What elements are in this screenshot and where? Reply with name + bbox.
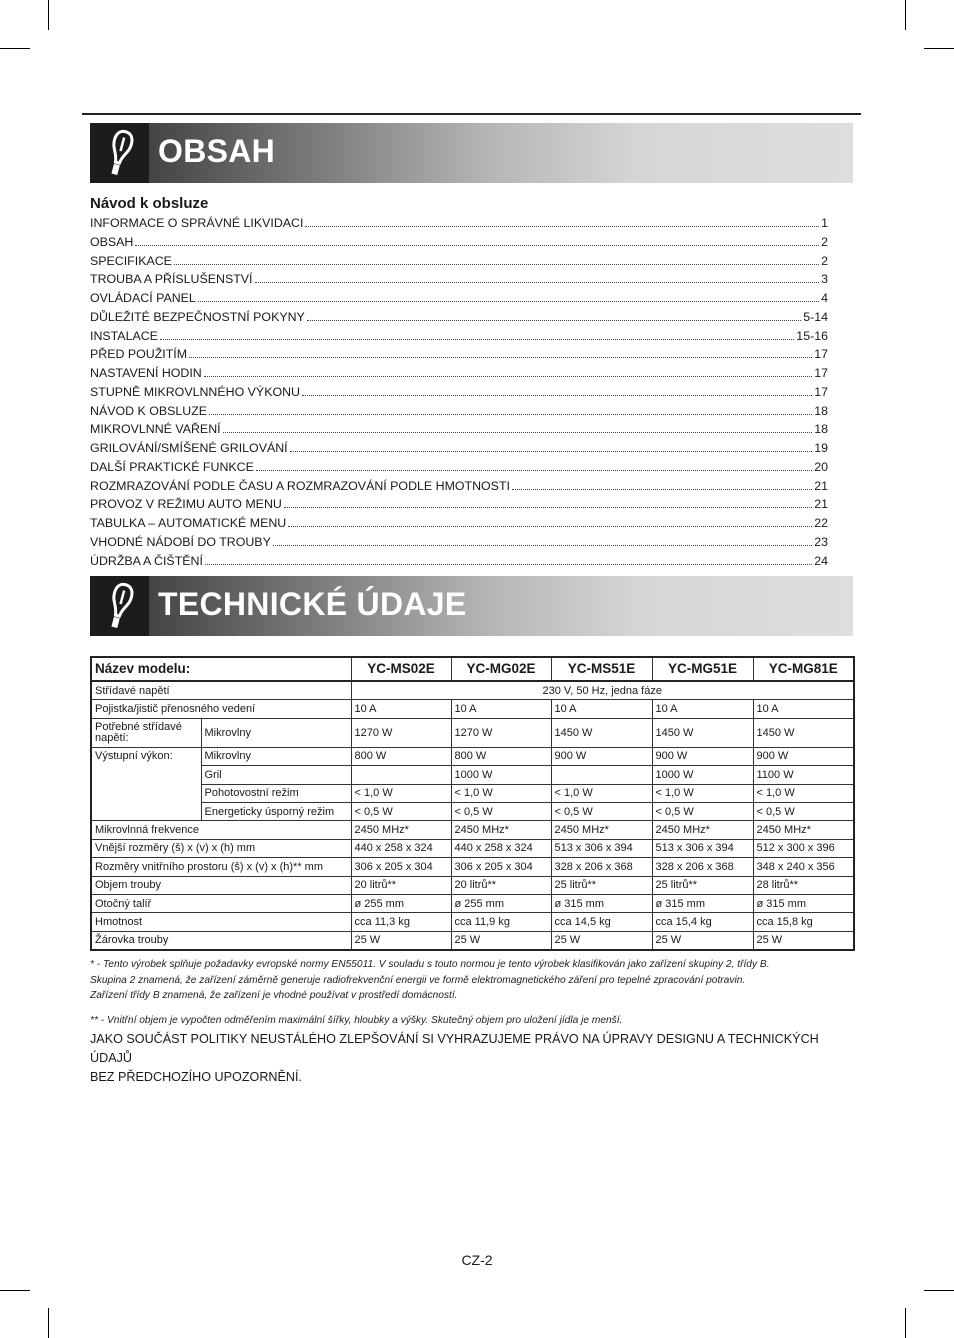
cell-value: 1270 W — [451, 718, 551, 747]
toc-leader-dots — [288, 526, 812, 527]
toc-item — [90, 235, 828, 254]
cell-value: ø 315 mm — [652, 894, 753, 912]
row-sublabel: Pohotovostní režim — [201, 784, 351, 802]
table-row — [91, 718, 854, 747]
info-icon — [90, 576, 149, 636]
table-row — [91, 766, 854, 784]
cell-value: 1100 W — [753, 766, 854, 784]
footnote-line: Zařízení třídy B znamená, že zařízení je vhodné používat v prostředí domácností. — [90, 990, 458, 1001]
row-label: Potřebné střídavé napětí: — [91, 718, 201, 747]
row-sublabel: Energeticky úsporný režim — [201, 802, 351, 820]
table-row — [91, 784, 854, 802]
crop-mark — [924, 1290, 954, 1291]
toc-leader-dots — [198, 301, 819, 302]
crop-mark — [48, 0, 49, 30]
cell-value: 2450 MHz* — [753, 821, 854, 839]
toc-leader-dots — [284, 507, 812, 508]
model-label: Název modelu: — [91, 657, 351, 681]
toc-item — [90, 404, 828, 423]
toc-item-page: 2 — [821, 234, 828, 249]
toc-item — [90, 329, 828, 348]
toc-item-page: 1 — [821, 216, 828, 230]
toc-item-page: 17 — [814, 347, 828, 362]
toc-heading: Návod k obsluze — [90, 195, 209, 212]
cell-value: 10 A — [551, 700, 652, 718]
toc-item — [90, 291, 828, 310]
spec-rows — [91, 821, 854, 950]
cell-value: 2450 MHz* — [451, 821, 551, 839]
row-label: Objem trouby — [91, 876, 351, 894]
cell-value: < 0,5 W — [451, 802, 551, 820]
cell-value — [551, 766, 652, 784]
contents-title: OBSAH — [158, 133, 276, 169]
toc-item-label: VHODNÉ NÁDOBÍ DO TROUBY — [90, 534, 271, 549]
cell-value: 20 litrů** — [351, 876, 451, 894]
toc-item — [90, 216, 828, 235]
toc-leader-dots — [307, 320, 801, 321]
toc-item — [90, 479, 828, 498]
row-label: Rozměry vnitřního prostoru (š) x (v) x (h)** mm — [91, 858, 351, 876]
toc-leader-dots — [174, 264, 819, 265]
cell-value: < 1,0 W — [551, 784, 652, 802]
row-label: Mikrovlnná frekvence — [91, 821, 351, 839]
cell-value: cca 11,9 kg — [451, 913, 551, 931]
cell-value: 1450 W — [551, 718, 652, 747]
cell-value: cca 11,3 kg — [351, 913, 451, 931]
cell-value: 900 W — [652, 747, 753, 765]
cell-value: ø 315 mm — [551, 894, 652, 912]
toc-leader-dots — [305, 226, 819, 227]
footnote-2 — [90, 1013, 850, 1029]
toc-leader-dots — [302, 395, 812, 396]
toc-leader-dots — [189, 357, 812, 358]
toc-item-page: 18 — [814, 403, 828, 418]
toc-item-label: PROVOZ V REŽIMU AUTO MENU — [90, 497, 282, 512]
toc-item-label: OVLÁDACÍ PANEL — [90, 291, 196, 305]
cell-value: 306 x 205 x 304 — [351, 858, 451, 876]
cell-value: 1000 W — [451, 766, 551, 784]
cell-value — [351, 766, 451, 784]
specs-title: TECHNICKÉ ÚDAJE — [158, 586, 467, 622]
toc-item-page: 5-14 — [803, 309, 828, 324]
cell-value: < 1,0 W — [652, 784, 753, 802]
cell-value: 10 A — [451, 700, 551, 718]
notice-line: BEZ PŘEDCHOZÍHO UPOZORNĚNÍ. — [90, 1070, 303, 1084]
row-label: Hmotnost — [91, 913, 351, 931]
cell-value: 900 W — [551, 747, 652, 765]
table-header-row — [91, 657, 854, 681]
toc-item — [90, 535, 828, 554]
crop-mark — [0, 1290, 30, 1291]
toc-item — [90, 310, 828, 329]
cell-value: 28 litrů** — [753, 876, 854, 894]
row-label: Střídavé napětí — [91, 681, 351, 700]
toc-item-page: 18 — [814, 422, 828, 437]
model-name: YC-MG02E — [451, 657, 551, 681]
table-row — [91, 931, 854, 950]
specs-banner — [90, 576, 853, 636]
cell-value: 328 x 206 x 368 — [551, 858, 652, 876]
footnote-line: * - Tento výrobek splňuje požadavky evropské normy EN55011. V souladu s touto normou je tento výrobek klasifikován jako zařízení skupiny 2, třídy B. — [90, 959, 770, 970]
header-rule — [82, 113, 861, 115]
footnote-1 — [90, 957, 850, 1004]
model-name: YC-MG51E — [652, 657, 753, 681]
cell-value: < 0,5 W — [652, 802, 753, 820]
toc-item — [90, 347, 828, 366]
toc-item-page: 15-16 — [796, 328, 828, 343]
cell-value: 25 W — [351, 931, 451, 950]
cell-value: ø 255 mm — [451, 894, 551, 912]
footnote-line: ** - Vnitřní objem je vypočten odměřením maximální šířky, hloubky a výšky. Skutečný objem pro uložení jídla je menší. — [90, 1015, 623, 1026]
spec-table — [90, 656, 855, 951]
cell-value: 1450 W — [652, 718, 753, 747]
cell-value: < 1,0 W — [753, 784, 854, 802]
cell-value: 25 W — [551, 931, 652, 950]
toc-item-label: INSTALACE — [90, 328, 158, 343]
cell-value: 440 x 258 x 324 — [451, 839, 551, 857]
toc-leader-dots — [135, 245, 819, 246]
crop-mark — [924, 48, 954, 49]
toc-item — [90, 422, 828, 441]
toc-item-page: 19 — [814, 441, 828, 455]
contents-banner — [90, 123, 853, 183]
table-row — [91, 700, 854, 718]
cell-value: 328 x 206 x 368 — [652, 858, 753, 876]
toc-item — [90, 385, 828, 404]
info-icon — [90, 123, 149, 183]
table-row — [91, 747, 854, 765]
toc-item — [90, 516, 828, 535]
toc-item-label: STUPNĚ MIKROVLNNÉHO VÝKONU — [90, 384, 300, 399]
toc-item-label: NASTAVENÍ HODIN — [90, 366, 202, 380]
toc-item-label: TROUBA A PŘÍSLUŠENSTVÍ — [90, 272, 253, 287]
notice-text — [90, 1030, 850, 1087]
crop-mark — [48, 1308, 49, 1338]
cell-value: < 0,5 W — [551, 802, 652, 820]
toc-item-page: 2 — [821, 253, 828, 268]
cell-value: 25 W — [753, 931, 854, 950]
table-of-contents — [90, 216, 828, 572]
cell-value: 800 W — [351, 747, 451, 765]
cell-value: 2450 MHz* — [551, 821, 652, 839]
cell-value: < 0,5 W — [753, 802, 854, 820]
cell-value: cca 15,4 kg — [652, 913, 753, 931]
toc-leader-dots — [205, 564, 812, 565]
toc-leader-dots — [273, 545, 812, 546]
toc-item-page: 23 — [814, 534, 828, 549]
model-name: YC-MS51E — [551, 657, 652, 681]
row-label: Žárovka trouby — [91, 931, 351, 950]
toc-item-page: 3 — [821, 272, 828, 287]
table-row — [91, 681, 854, 700]
toc-item-label: ROZMRAZOVÁNÍ PODLE ČASU A ROZMRAZOVÁNÍ PODLE HMOTNOSTI — [90, 478, 510, 493]
toc-leader-dots — [255, 282, 820, 283]
notice-line: JAKO SOUČÁST POLITIKY NEUSTÁLÉHO ZLEPŠOVÁNÍ SI VYHRAZUJEME PRÁVO NA ÚPRAVY DESIGNU A TECHNICKÝCH ÚDAJŮ — [90, 1032, 819, 1065]
table-row — [91, 894, 854, 912]
cell-value: 10 A — [753, 700, 854, 718]
table-row — [91, 821, 854, 839]
row-sublabel: Gril — [201, 766, 351, 784]
toc-leader-dots — [204, 376, 812, 377]
toc-item-label: GRILOVÁNÍ/SMÍŠENÉ GRILOVÁNÍ — [90, 441, 288, 455]
toc-item-page: 22 — [814, 516, 828, 530]
toc-item-page: 21 — [814, 497, 828, 512]
crop-mark — [905, 0, 906, 30]
toc-item-page: 20 — [814, 459, 828, 474]
toc-item-label: ÚDRŽBA A ČIŠTĚNÍ — [90, 553, 203, 568]
cell-value: 2450 MHz* — [652, 821, 753, 839]
toc-item-label: MIKROVLNNÉ VAŘENÍ — [90, 422, 221, 437]
toc-item-label: DŮLEŽITÉ BEZPEČNOSTNÍ POKYNY — [90, 309, 305, 324]
table-row — [91, 913, 854, 931]
cell-value: 306 x 205 x 304 — [451, 858, 551, 876]
page-number: CZ-2 — [461, 1252, 493, 1268]
toc-item-label: SPECIFIKACE — [90, 253, 172, 268]
cell-value: 1450 W — [753, 718, 854, 747]
cell-value: cca 14,5 kg — [551, 913, 652, 931]
toc-leader-dots — [290, 451, 813, 452]
toc-item — [90, 460, 828, 479]
toc-item-label: NÁVOD K OBSLUZE — [90, 403, 208, 418]
toc-item — [90, 554, 828, 573]
table-row — [91, 876, 854, 894]
row-sublabel: Mikrovlny — [201, 718, 351, 747]
cell-value: < 1,0 W — [351, 784, 451, 802]
crop-mark — [905, 1308, 906, 1338]
cell-value: 512 x 300 x 396 — [753, 839, 854, 857]
cell-value: 513 x 306 x 394 — [652, 839, 753, 857]
row-label: Vnější rozměry (š) x (v) x (h) mm — [91, 839, 351, 857]
cell-value: 10 A — [652, 700, 753, 718]
cell-value: 348 x 240 x 356 — [753, 858, 854, 876]
toc-item — [90, 441, 828, 460]
footnote-line: Skupina 2 znamená, že zařízení záměrně generuje radiofrekvenční energii ve formě elektromagnetického záření pro tepelné zpracování potravin. — [90, 974, 746, 986]
cell-value: 513 x 306 x 394 — [551, 839, 652, 857]
cell-value: 25 W — [652, 931, 753, 950]
cell-value: 1000 W — [652, 766, 753, 784]
row-label: Pojistka/jistič přenosného vedení — [91, 700, 351, 718]
toc-item — [90, 254, 828, 273]
cell-value: < 0,5 W — [351, 802, 451, 820]
row-label: Výstupní výkon: — [91, 747, 201, 821]
row-sublabel: Mikrovlny — [201, 747, 351, 765]
cell-value: 10 A — [351, 700, 451, 718]
toc-leader-dots — [256, 470, 812, 471]
toc-item-label: OBSAH — [90, 234, 134, 249]
cell-value: 25 litrů** — [551, 876, 652, 894]
toc-item-page: 4 — [821, 291, 828, 305]
cell-value: < 1,0 W — [451, 784, 551, 802]
cell-value: 1270 W — [351, 718, 451, 747]
model-name: YC-MS02E — [351, 657, 451, 681]
toc-item-label: DALŠÍ PRAKTICKÉ FUNKCE — [90, 459, 254, 474]
toc-leader-dots — [209, 414, 812, 415]
toc-item-page: 24 — [814, 553, 828, 568]
toc-item-page: 17 — [814, 366, 828, 380]
crop-mark — [0, 48, 30, 49]
toc-leader-dots — [512, 489, 812, 490]
cell-value: ø 255 mm — [351, 894, 451, 912]
table-row — [91, 802, 854, 820]
cell-value: 25 W — [451, 931, 551, 950]
toc-item — [90, 497, 828, 516]
toc-item — [90, 366, 828, 385]
cell-value: 20 litrů** — [451, 876, 551, 894]
cell-value: 230 V, 50 Hz, jedna fáze — [351, 681, 854, 700]
model-name: YC-MG81E — [753, 657, 854, 681]
table-row — [91, 858, 854, 876]
cell-value: cca 15,8 kg — [753, 913, 854, 931]
toc-item-page: 21 — [814, 478, 828, 493]
cell-value: 25 litrů** — [652, 876, 753, 894]
row-label: Otočný talíř — [91, 894, 351, 912]
toc-item-label: INFORMACE O SPRÁVNÉ LIKVIDACI — [90, 216, 304, 230]
cell-value: ø 315 mm — [753, 894, 854, 912]
toc-item-label: PŘED POUŽITÍM — [90, 347, 188, 362]
toc-item — [90, 272, 828, 291]
toc-leader-dots — [160, 339, 794, 340]
cell-value: 440 x 258 x 324 — [351, 839, 451, 857]
toc-item-label: TABULKA – AUTOMATICKÉ MENU — [90, 516, 287, 530]
cell-value: 2450 MHz* — [351, 821, 451, 839]
cell-value: 800 W — [451, 747, 551, 765]
toc-leader-dots — [223, 432, 813, 433]
cell-value: 900 W — [753, 747, 854, 765]
table-row — [91, 839, 854, 857]
toc-item-page: 17 — [814, 384, 828, 399]
